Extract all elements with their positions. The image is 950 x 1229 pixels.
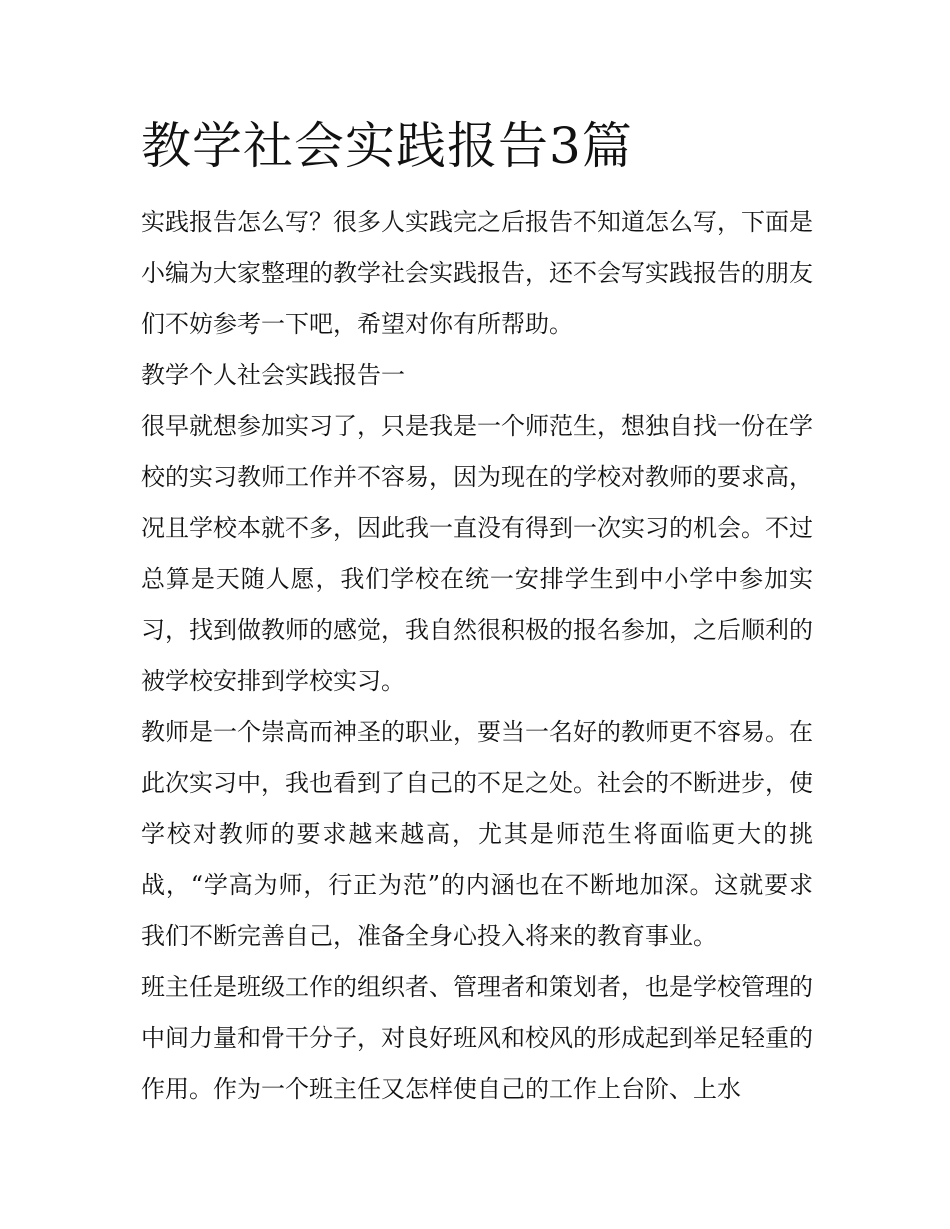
document-title: 教学社会实践报告3篇 [141,117,633,175]
section-heading: 教学个人社会实践报告一 [141,361,405,389]
body-paragraph: 班主任是班级工作的组织者、管理者和策划者，也是学校管理的中间力量和骨干分子，对良好班风和校风的形成起到举足轻重的作用。作为一个班主任又怎样使自己的工作上台阶、上水 [141,973,813,1103]
body-paragraph: 很早就想参加实习了，只是我是一个师范生，想独自找一份在学校的实习教师工作并不容易，因为现在的学校对教师的要求高，况且学校本就不多，因此我一直没有得到一次实习的机会。不过总算是天随人愿，我们学校在统一安排学生到中小学中参加实习，找到做教师的感觉，我自然很积极的报名参加，之后顺利的被学校安排到学校实习。 [141,412,813,695]
document-page [141,110,813,1115]
intro-paragraph: 实践报告怎么写？很多人实践完之后报告不知道怎么写，下面是小编为大家整理的教学社会实践报告，还不会写实践报告的朋友们不妨参考一下吧，希望对你有所帮助。 [141,208,813,338]
body-paragraph: 教师是一个崇高而神圣的职业，要当一名好的教师更不容易。在此次实习中，我也看到了自己的不足之处。社会的不断进步，使学校对教师的要求越来越高，尤其是师范生将面临更大的挑战，“学高为师，行正为范”的内涵也在不断地加深。这就要求我们不断完善自己，准备全身心投入将来的教育事业。 [141,718,813,950]
